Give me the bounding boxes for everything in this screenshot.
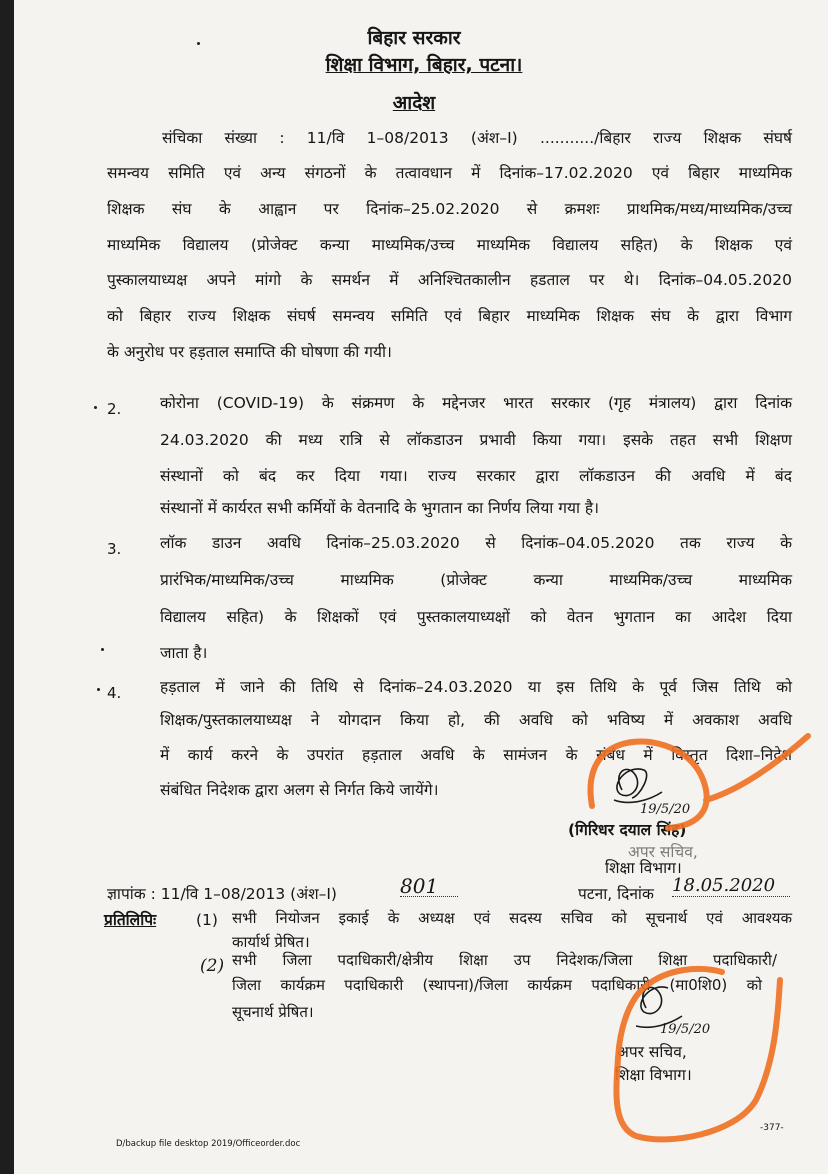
scan-speck [94,406,97,409]
item-line: हड़ताल में जाने की तिथि से दिनांक–24.03.2020 या इस तिथि के पूर्व जिस तिथि को [160,678,792,696]
memo-reference: ज्ञापांक : 11/वि 1–08/2013 (अंश–I) [107,885,337,903]
scan-speck [97,688,100,691]
item-line: लॉक डाउन अवधि दिनांक–25.03.2020 से दिनांक–04.05.2020 तक राज्य के [160,534,792,552]
item-line: जाता है। [160,644,208,662]
item-line: शिक्षक/पुस्तकालयाध्यक्ष ने योगदान किया हो, की अवधि को भविष्य में अवकाश अवधि [160,711,792,729]
item-line: संस्थानों में कार्यरत सभी कर्मियों के वेतनादि के भुगतान का निर्णय लिया गया है। [160,499,600,517]
scan-speck [197,42,200,45]
signatory-designation: अपर सचिव, [628,843,698,861]
signatory-department: शिक्षा विभाग। [615,1066,692,1084]
signatory-department: शिक्षा विभाग। [605,859,682,877]
copy-item-line: सभी नियोजन इकाई के अध्यक्ष एवं सदस्य सचिव को सूचनार्थ एवं आवश्यक [232,909,792,927]
para1-line: समन्वय समिति एवं अन्य संगठनों के तत्वावधान में दिनांक–17.02.2020 एवं बिहार माध्यमिक [107,164,792,182]
para1-line: शिक्षक संघ के आह्वान पर दिनांक–25.02.2020 से क्रमशः प्राथमिक/मध्य/माध्यमिक/उच्च [107,200,792,218]
copy-item-number: (2) [200,956,225,976]
para1-line: को बिहार राज्य शिक्षक संघर्ष समन्वय समिति एवं बिहार माध्यमिक शिक्षक संघ के द्वारा विभाग [107,307,792,325]
scan-speck [101,648,104,651]
item-line: में कार्य करने के उपरांत हड़ताल अवधि के सामंजन के संबंध में विस्तृत दिशा–निदेश [160,746,792,764]
signatory-name: (गिरिधर दयाल सिंह) [568,821,687,839]
signatory-designation: अपर सचिव, [617,1043,687,1061]
item-number: 4. [107,684,122,702]
item-line: कोरोना (COVID-19) के संक्रमण के मद्देनजर भारत सरकार (गृह मंत्रालय) द्वारा दिनांक [160,394,792,412]
para1-line: के अनुरोध पर हड़ताल समाप्ति की घोषणा की गयी। [107,343,392,361]
government-heading: बिहार सरकार [367,27,461,49]
copy-item-number: (1) [196,911,218,929]
item-line: प्रारंभिक/माध्यमिक/उच्च माध्यमिक (प्रोजेक्ट कन्या माध्यमिक/उच्च माध्यमिक [160,571,792,589]
order-title: आदेश [392,92,436,114]
copy-item-line: सभी जिला पदाधिकारी/क्षेत्रीय शिक्षा उप निदेशक/जिला शिक्षा पदाधिकारी/ [232,951,777,969]
signature-date-mark: 19/5/20 [660,1022,711,1037]
item-line: विद्यालय सहित) के शिक्षकों एवं पुस्तकालयाध्यक्षों को वेतन भुगतान का आदेश दिया [160,608,792,626]
para1-line: संचिका संख्या : 11/वि 1–08/2013 (अंश–I) .........../बिहार राज्य शिक्षक संघर्ष [162,129,792,147]
item-number: 3. [107,540,122,558]
memo-number: 801 [400,876,458,897]
copy-item-line: सूचनार्थ प्रेषित। [232,1003,314,1021]
department-heading: शिक्षा विभाग, बिहार, पटना। [325,54,523,76]
signature-date-mark: 19/5/20 [640,802,691,817]
file-path-footer: D/backup file desktop 2019/Officeorder.doc [116,1139,301,1149]
copy-label: प्रतिलिपिः [104,911,157,929]
item-line: संबंधित निदेशक द्वारा अलग से निर्गत किये जायेंगे। [160,781,439,799]
item-line: 24.03.2020 की मध्य रात्रि से लॉकडाउन प्रभावी किया गया। इसके तहत सभी शिक्षण [160,431,792,449]
page-mark: -377- [760,1123,784,1133]
memo-date: 18.05.2020 [672,876,790,897]
para1-line: माध्यमिक विद्यालय (प्रोजेक्ट कन्या माध्यमिक/उच्च माध्यमिक विद्यालय सहित) के शिक्षक एवं [107,236,792,254]
para1-line: पुस्कालयाध्यक्ष अपने मांगो के समर्थन में अनिश्चितकालीन हडताल पर थे। दिनांक–04.05.2020 [107,271,792,289]
place-date-label: पटना, दिनांक [578,885,654,903]
copy-item-line: कार्यार्थ प्रेषित। [232,933,310,951]
item-number: 2. [107,400,122,418]
copy-item-line: जिला कार्यक्रम पदाधिकारी (स्थापना)/जिला कार्यक्रम पदाधिकारी (मा0शि0) को [232,976,762,994]
item-line: संस्थानों को बंद कर दिया गया। राज्य सरकार द्वारा लॉकडाउन की अवधि में बंद [160,467,792,485]
